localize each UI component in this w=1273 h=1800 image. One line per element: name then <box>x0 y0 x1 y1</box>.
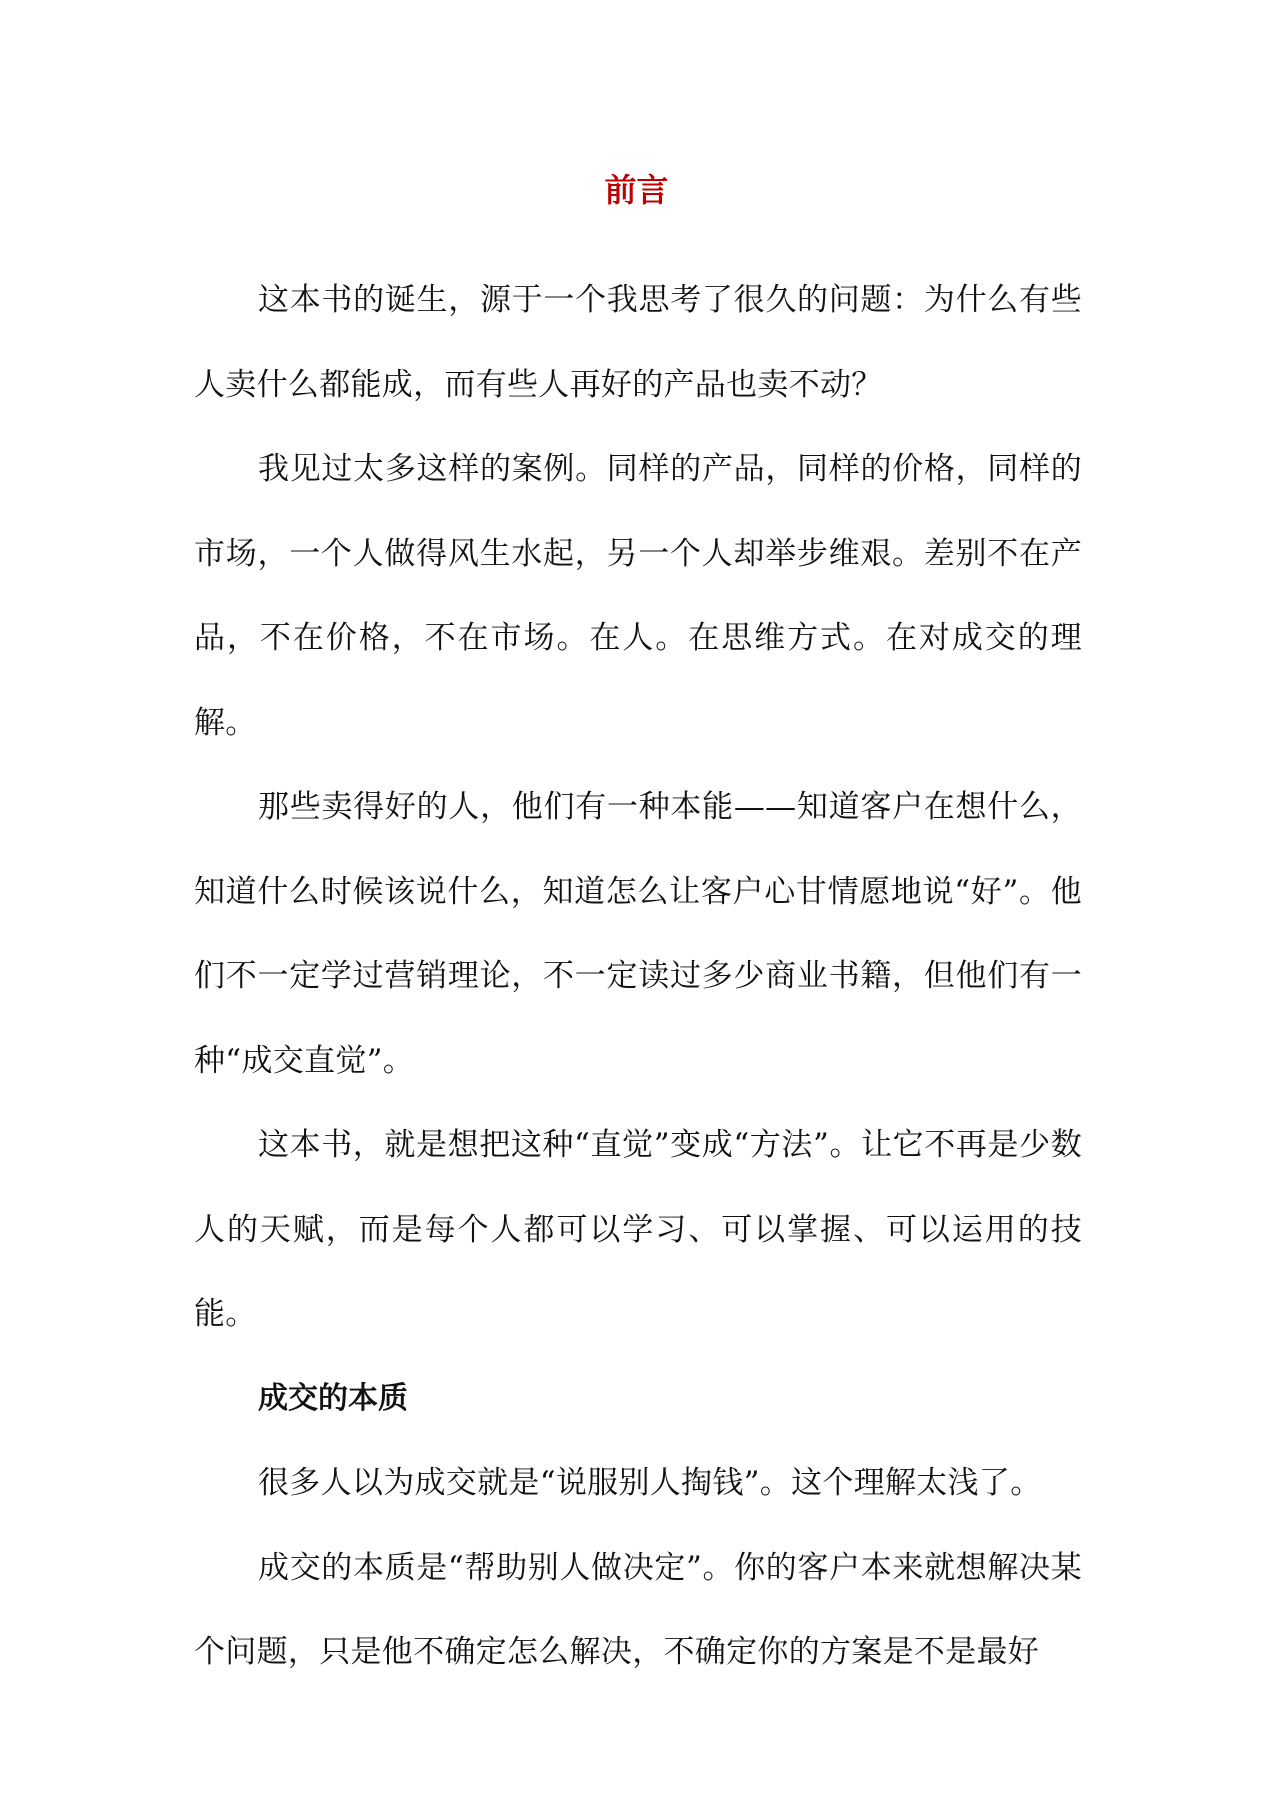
paragraph: 那些卖得好的人，他们有一种本能——知道客户在想什么，知道什么时候该说什么，知道怎么让客户心甘情愿地说“好”。他们不一定学过营销理论，不一定读过多少商业书籍，但他们有一种“成交直觉”。 <box>194 789 1082 1079</box>
section-heading: 成交的本质 <box>258 1380 408 1416</box>
paragraph: 成交的本质是“帮助别人做决定”。你的客户本来就想解决某个问题，只是他不确定怎么解决，不确定你的方案是不是最好 <box>194 1549 1082 1670</box>
paragraph: 这本书，就是想把这种“直觉”变成“方法”。让它不再是少数人的天赋，而是每个人都可以学习、可以掌握、可以运用的技能。 <box>194 1127 1082 1332</box>
page-title: 前言 <box>604 171 669 209</box>
paragraph: 我见过太多这样的案例。同样的产品，同样的价格，同样的市场，一个人做得风生水起，另一个人却举步维艰。差别不在产品，不在价格，不在市场。在人。在思维方式。在对成交的理解。 <box>194 451 1082 741</box>
paragraph: 很多人以为成交就是“说服别人掏钱”。这个理解太浅了。 <box>258 1465 1042 1501</box>
paragraph: 这本书的诞生，源于一个我思考了很久的问题：为什么有些人卖什么都能成，而有些人再好的产品也卖不动？ <box>194 282 1082 403</box>
document-body <box>194 258 1082 1695</box>
